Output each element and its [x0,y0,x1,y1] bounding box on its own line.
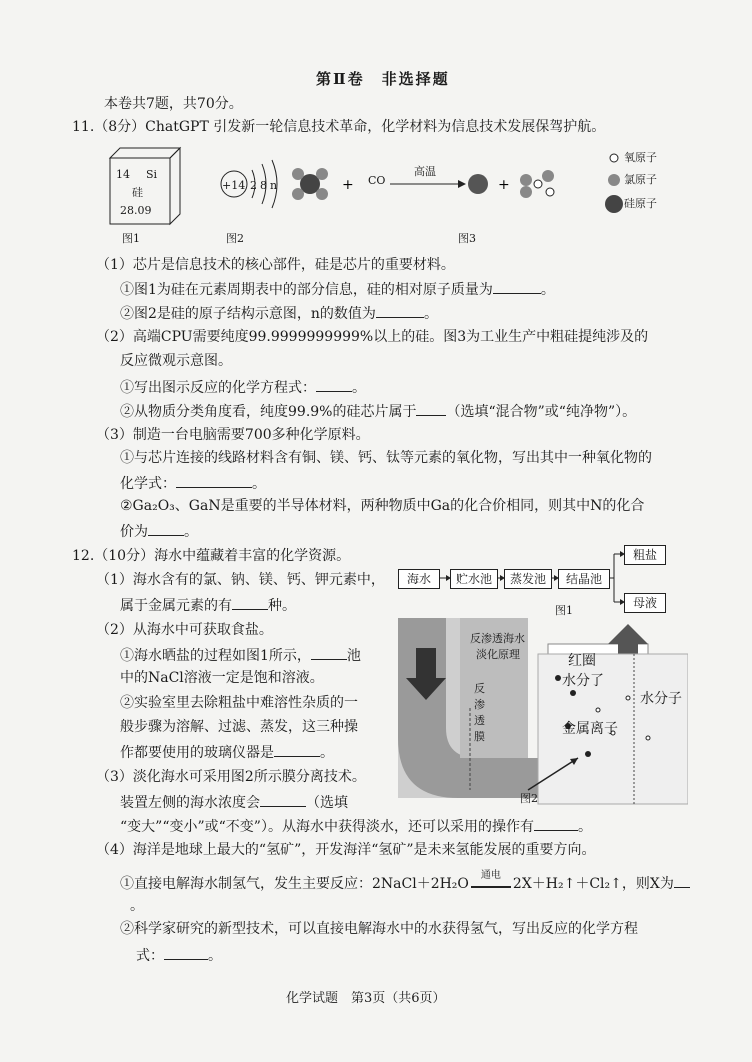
legend-icons [605,154,623,213]
q11-part3b-line1: ②Ga₂O₃、GaN是重要的半导体材料，两种物质中Ga的化合价相同，则其中N的化合 [120,498,645,514]
si-mass: 28.09 [120,204,152,217]
ro-title-line1: 反渗透海水 [470,632,525,645]
legend-chlorine: 氯原子 [624,173,657,186]
flow-box-evaporation: 蒸发池 [504,569,552,589]
answer-blank[interactable] [534,816,578,831]
q12-part2: （2）从海水中可获取食盐。 [96,622,273,638]
q12-part2a-line2: 中的NaCl溶液一定是饱和溶液。 [120,670,324,686]
legend-oxygen: 氧原子 [624,151,657,164]
q12-part3-line3: “变大”“变小”或“不变”）。从海水中获得淡水，还可以采用的操作有 。 [120,816,592,836]
q12-fig1-caption: 图1 [555,604,573,617]
answer-blank[interactable] [274,742,320,757]
co-label: CO [368,174,386,187]
q11-part1: （1）芯片是信息技术的核心部件，硅是芯片的重要材料。 [96,257,455,273]
reaction-condition: 高温 [414,165,436,178]
answer-blank[interactable] [148,521,184,536]
page-footer: 化学试题 第3页（共6页） [286,991,446,1006]
si-name: 硅 [132,186,143,199]
q12-part2b-line2: 般步骤为溶解、过滤、蒸发，这三种操 [120,719,358,735]
si-symbol: Si [146,168,158,181]
reverse-osmosis-diagram [398,618,688,818]
q12-part4b-line1: ②科学家研究的新型技术，可以直接电解海水中的水获得氢气，写出反应的化学方程 [120,921,638,937]
answer-blank[interactable] [232,595,268,610]
answer-blank[interactable] [674,873,690,888]
membrane-char-3: 透 [474,714,485,727]
q12-part4b-line2: 式： 。 [136,945,222,965]
answer-blank[interactable] [260,792,306,807]
q12-part3-line2: 装置左侧的海水浓度会 （选填 [120,792,348,812]
q12-part3-line1: （3）淡化海水可采用图2所示膜分离技术。 [96,769,366,785]
flow-box-storage: 贮水池 [450,569,498,589]
q11-stem: 11.（8分）ChatGPT 引发新一轮信息技术革命，化学材料为信息技术发展保驾护航。 [72,119,606,135]
section-title: 第Ⅱ卷 非选择题 [316,70,450,88]
q11-part2-line1: （2）高端CPU需要纯度99.9999999999%以上的硅。图3为工业生产中粗硅提纯涉及的 [96,329,649,345]
q12-part2b-line3: 作都要使用的玻璃仪器是 。 [120,742,334,762]
shell-1: 2 [250,179,257,192]
q11-fig3-caption: 图3 [458,232,476,245]
answer-blank[interactable] [311,645,347,660]
q12-stem: 12.（10分）海水中蕴藏着丰富的化学资源。 [72,548,351,564]
q11-part3: （3）制造一台电脑需要700多种化学原料。 [96,427,370,443]
answer-blank[interactable] [416,401,446,416]
section-intro: 本卷共7题，共70分。 [104,96,243,112]
q11-part2b: ②从物质分类角度看，纯度99.9%的硅芯片属于 （选填“混合物”或“纯净物”）。 [120,401,636,421]
metal-ion-label: 金属离子 [562,721,618,737]
q12-part4: （4）海洋是地球上最大的“氢矿”，开发海洋“氢矿”是未来氢能发展的重要方向。 [96,842,596,858]
q11-part2-line2: 反应微观示意图。 [120,353,232,369]
q11-part2a: ①写出图示反应的化学方程式： 。 [120,377,366,397]
answer-blank[interactable] [493,279,541,294]
nucleus-charge: +14 [222,179,246,192]
si-atomic-number: 14 [116,168,130,181]
bubble-label-2: 水分了 [562,673,604,689]
q11-part1a: ①图1为硅在元素周期表中的部分信息，硅的相对原子质量为 。 [120,279,555,299]
legend-silicon: 硅原子 [624,197,657,210]
q11-fig2-caption: 图2 [226,232,244,245]
q12-part2a-line1: ①海水晒盐的过程如图1所示， 池 [120,645,361,665]
membrane-char-4: 膜 [474,730,485,743]
flow-box-crystallization: 结晶池 [558,569,610,589]
q12-part1-line2: 属于金属元素的有 种。 [120,595,296,615]
q11-part3b-line2: 价为 。 [120,521,198,541]
q11-part3a-line1: ①与芯片连接的线路材料含有铜、镁、钙、钛等元素的氧化物，写出其中一种氧化物的 [120,450,652,466]
answer-blank[interactable] [176,473,252,488]
q11-fig1-caption: 图1 [122,232,140,245]
shell-3: n [270,179,278,192]
bubble-label-1: 红圈 [568,653,596,669]
flow-box-mother-liquor: 母液 [624,593,666,613]
svg-text:+: + [498,177,510,193]
q12-part1-line1: （1）海水含有的氯、钠、镁、钙、钾元素中， [96,572,385,588]
flow-box-seawater: 海水 [398,569,440,589]
q12-part2b-line1: ②实验室里去除粗盐中难溶性杂质的一 [120,695,358,711]
water-molecule-label: 水分子 [640,691,682,707]
q12-fig2-caption: 图2 [520,792,538,805]
membrane-char-2: 渗 [474,698,485,711]
q12-part4a-line2: 。 [130,898,144,914]
q12-part4a-line1: ①直接电解海水制氢气，发生主要反应：2NaCl＋2H₂O 通电 2X＋H₂↑＋Cl₂↑，则X为 [120,873,690,893]
q11-part1b: ②图2是硅的原子结构示意图，n的数值为 。 [120,303,438,323]
membrane-char-1: 反 [474,682,485,695]
answer-blank[interactable] [376,303,424,318]
flow-box-crude-salt: 粗盐 [624,545,666,565]
svg-text:+: + [342,177,354,193]
q11-part3a-line2: 化学式： 。 [120,473,266,493]
answer-blank[interactable] [164,945,208,960]
shell-2: 8 [260,179,267,192]
answer-blank[interactable] [316,377,352,392]
ro-title-line2: 淡化原理 [476,648,520,661]
